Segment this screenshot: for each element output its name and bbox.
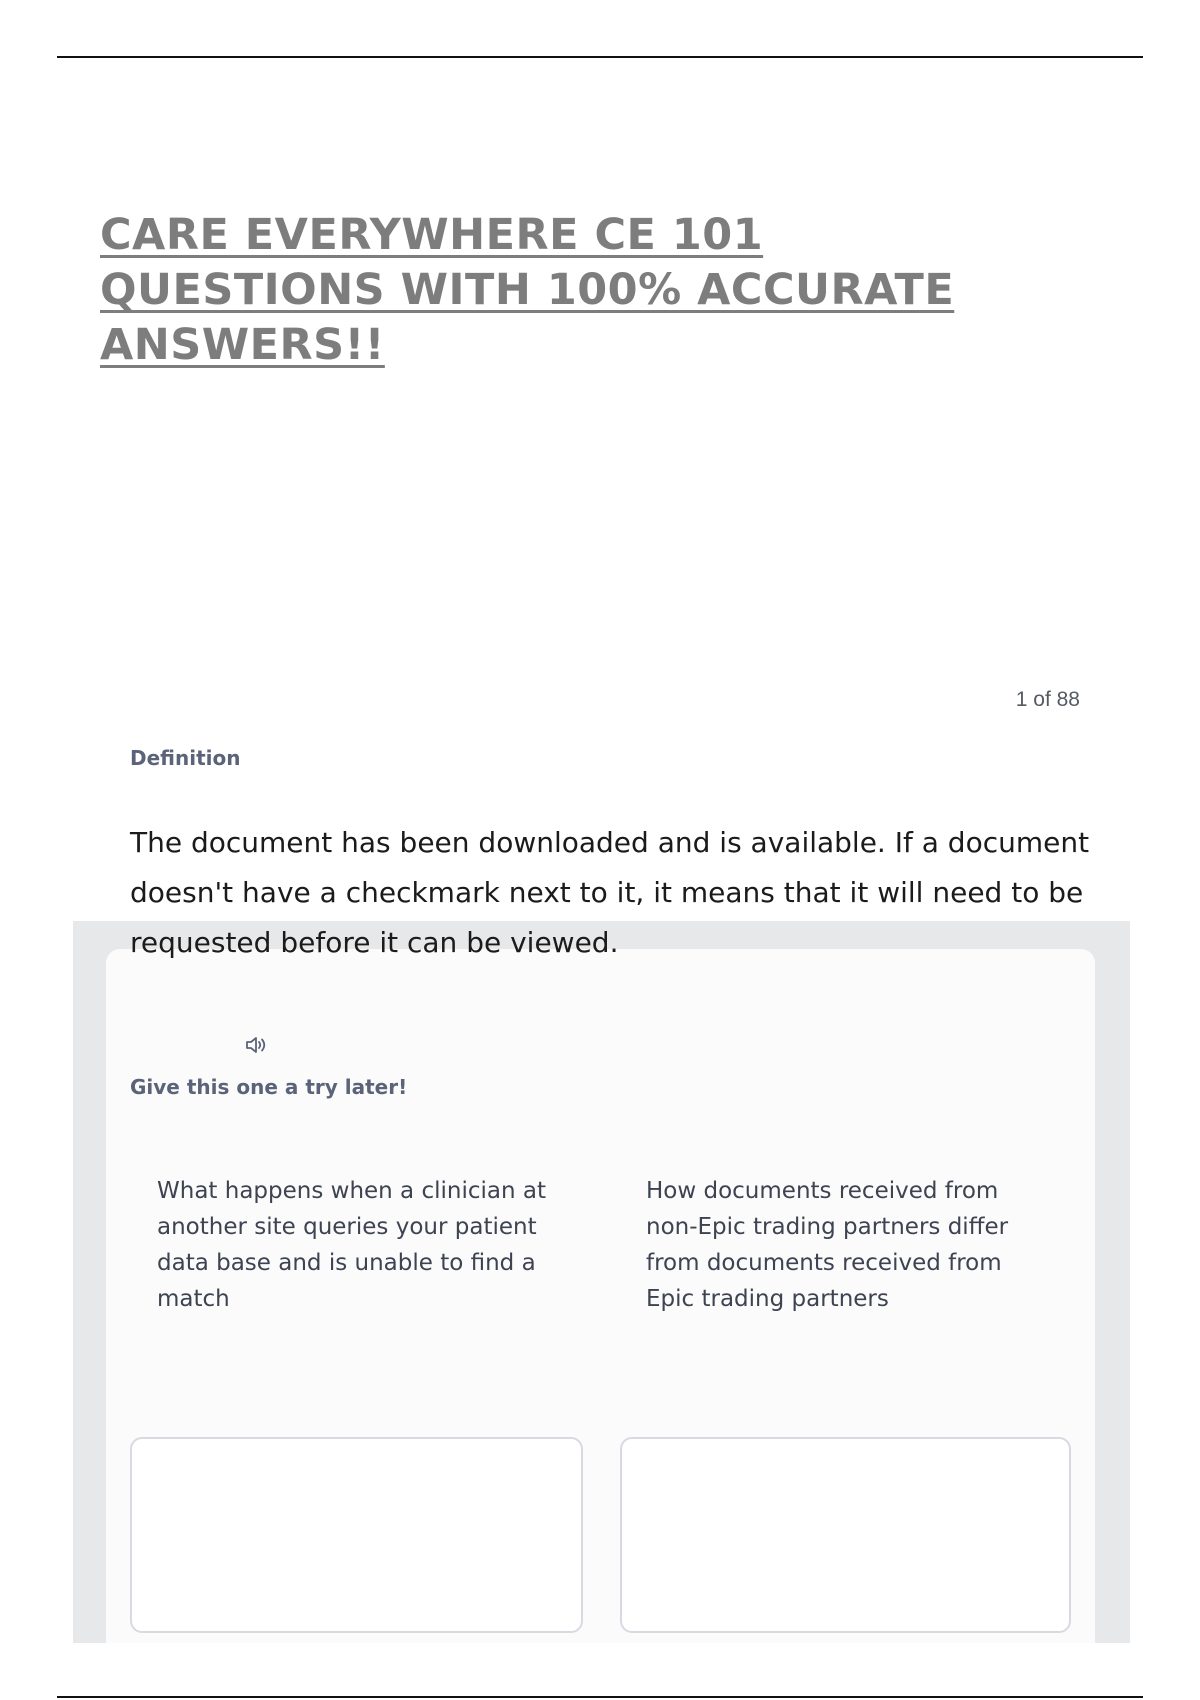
page-counter: 1 of 88 <box>1015 688 1080 711</box>
try-later-prompt: Give this one a try later! <box>130 1075 408 1099</box>
definition-text: The document has been downloaded and is available. If a document doesn't have a checkmark next to it, it means that it will need to be requested before it can be viewed. <box>130 826 1090 959</box>
answer-option-1-button[interactable] <box>130 1437 583 1633</box>
speaker-icon[interactable] <box>245 1034 269 1056</box>
bottom-divider <box>57 1696 1143 1698</box>
section-label: Definition <box>130 746 241 770</box>
answer-option-2-button[interactable] <box>620 1437 1071 1633</box>
answer-option-1-text: What happens when a clinician at another site queries your patient data base and is unable to find a match <box>157 1178 546 1312</box>
document-title: CARE EVERYWHERE CE 101 QUESTIONS WITH 100% ACCURATE ANSWERS!! <box>100 210 955 370</box>
answer-option-2-text: How documents received from non-Epic trading partners differ from documents received from Epic trading partners <box>646 1178 1009 1312</box>
top-divider <box>57 56 1143 58</box>
